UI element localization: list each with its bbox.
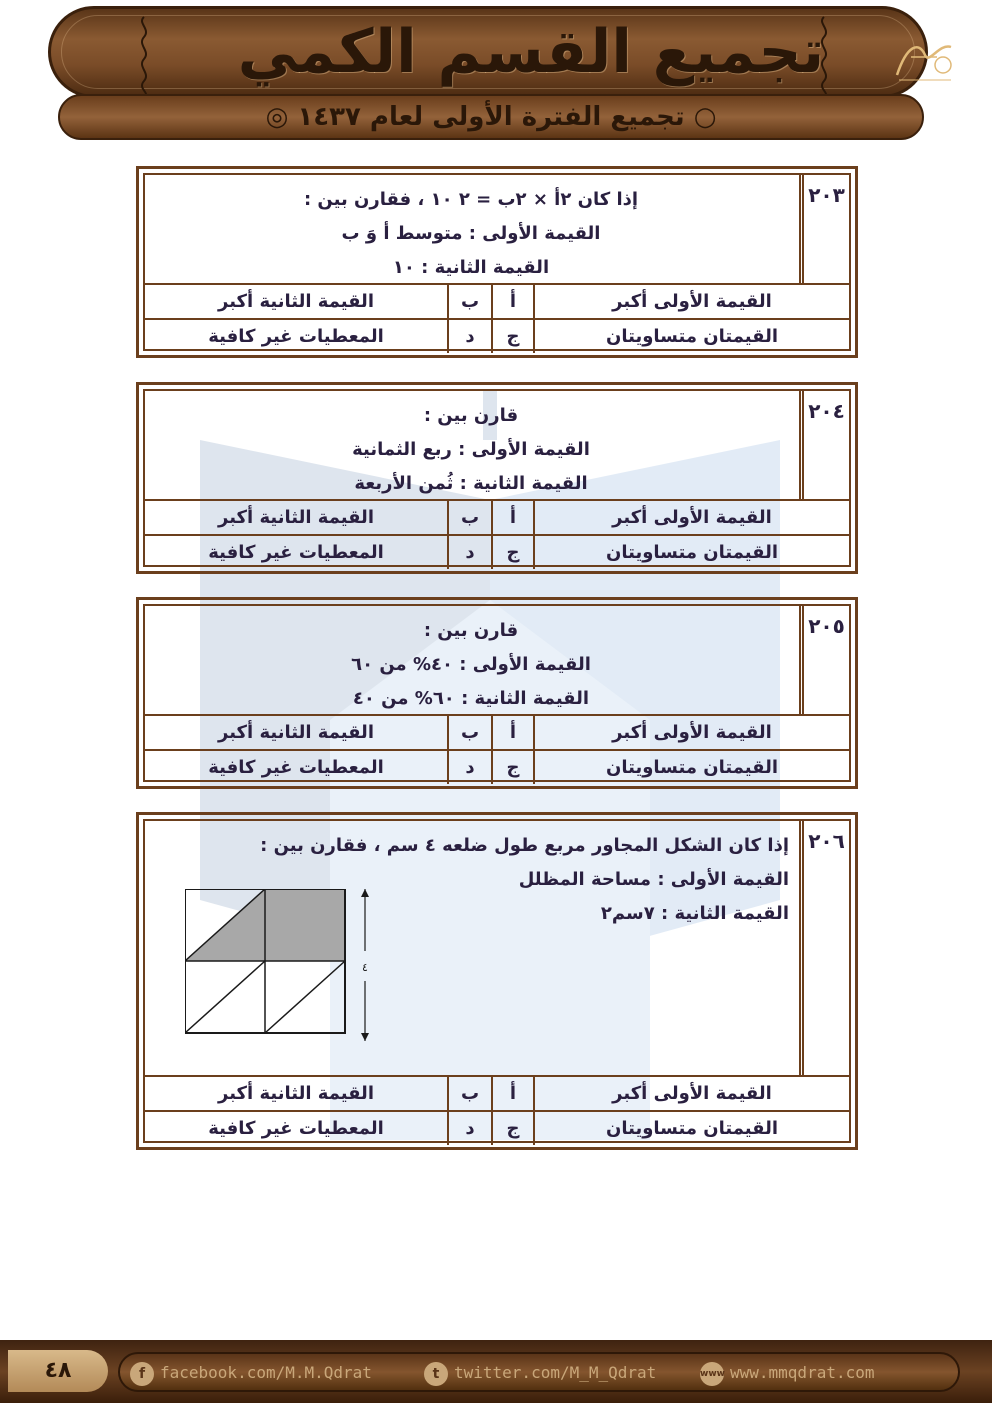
choice-a-letter[interactable]: أ bbox=[491, 716, 535, 749]
choice-b-text[interactable]: القيمة الثانية أكبر bbox=[218, 722, 374, 743]
question-text bbox=[145, 175, 797, 283]
answer-row bbox=[145, 714, 849, 749]
question-line: القيمة الأولى : ربع الثمانية bbox=[352, 439, 590, 460]
choice-b-letter[interactable]: ب bbox=[447, 501, 491, 534]
choice-b-text[interactable]: القيمة الثانية أكبر bbox=[218, 507, 374, 528]
header-subtitle-bar bbox=[58, 94, 924, 140]
question-card bbox=[136, 597, 858, 789]
page-number: ٤٨ bbox=[8, 1350, 108, 1392]
question-line: إذا كان ٢أ × ٢ب = ٢ ١٠ ، فقارن بين : bbox=[303, 189, 639, 210]
question-line: القيمة الثانية : ١٠ bbox=[392, 257, 550, 278]
choice-c-letter[interactable]: ج bbox=[491, 320, 535, 353]
brand-logo-icon bbox=[889, 35, 959, 85]
question-line: إذا كان الشكل المجاور مربع طول ضلعه ٤ سم ، فقارن بين : bbox=[260, 835, 789, 856]
question-frame bbox=[143, 819, 851, 1143]
twitter-icon: t bbox=[424, 1362, 448, 1386]
answer-row bbox=[145, 1110, 849, 1145]
question-number: ٢٠٤ bbox=[799, 391, 849, 499]
twitter-text: twitter.com/M_M_Qdrat bbox=[454, 1363, 657, 1382]
choice-d-letter[interactable]: د bbox=[447, 536, 491, 569]
scroll-ornament-icon bbox=[815, 13, 833, 99]
answer-row bbox=[145, 749, 849, 784]
page-title: تجميع القسم الكمي bbox=[237, 17, 825, 87]
choice-c-letter[interactable]: ج bbox=[491, 751, 535, 784]
facebook-link[interactable] bbox=[130, 1360, 372, 1386]
question-line: القيمة الأولى : متوسط أ وَ ب bbox=[341, 223, 601, 244]
answer-row bbox=[145, 534, 849, 569]
question-frame bbox=[143, 389, 851, 567]
dimension-label: ٤ bbox=[362, 961, 368, 974]
question-card bbox=[136, 166, 858, 358]
header-banner bbox=[48, 6, 928, 98]
question-line: القيمة الثانية : ثُمن الأربعة bbox=[354, 473, 588, 494]
choice-a-text[interactable]: القيمة الأولى أكبر bbox=[612, 507, 772, 528]
choice-b-letter[interactable]: ب bbox=[447, 1077, 491, 1110]
question-line: القيمة الأولى : مساحة المظلل bbox=[518, 869, 789, 890]
globe-icon: www bbox=[700, 1362, 724, 1386]
answer-row bbox=[145, 1075, 849, 1110]
answer-row bbox=[145, 283, 849, 318]
question-number: ٢٠٦ bbox=[799, 821, 849, 1075]
question-card bbox=[136, 812, 858, 1150]
choice-d-text[interactable]: المعطيات غير كافية bbox=[208, 1118, 384, 1139]
question-frame bbox=[143, 173, 851, 351]
choice-c-letter[interactable]: ج bbox=[491, 536, 535, 569]
question-line: قارن بين : bbox=[423, 620, 519, 641]
answer-row bbox=[145, 499, 849, 534]
social-links-bar bbox=[118, 1352, 960, 1392]
choice-b-letter[interactable]: ب bbox=[447, 716, 491, 749]
choice-c-text[interactable]: القيمتان متساويتان bbox=[605, 1118, 779, 1139]
choice-a-letter[interactable]: أ bbox=[491, 1077, 535, 1110]
footer-bar bbox=[0, 1340, 992, 1403]
page-subtitle: ○ تجميع الفترة الأولى لعام ١٤٣٧ ◎ bbox=[265, 102, 717, 132]
choice-b-text[interactable]: القيمة الثانية أكبر bbox=[218, 1083, 374, 1104]
choice-d-text[interactable]: المعطيات غير كافية bbox=[208, 542, 384, 563]
question-frame bbox=[143, 604, 851, 782]
choice-d-letter[interactable]: د bbox=[447, 320, 491, 353]
question-number: ٢٠٣ bbox=[799, 175, 849, 283]
choice-d-letter[interactable]: د bbox=[447, 751, 491, 784]
question-line: القيمة الأولى : ٤٠% من ٦٠ bbox=[351, 654, 591, 675]
choice-c-text[interactable]: القيمتان متساويتان bbox=[605, 326, 779, 347]
choice-b-letter[interactable]: ب bbox=[447, 285, 491, 318]
answer-row bbox=[145, 318, 849, 353]
choice-a-text[interactable]: القيمة الأولى أكبر bbox=[612, 722, 772, 743]
question-line: القيمة الثانية : ٦٠% من ٤٠ bbox=[352, 688, 590, 709]
question-number: ٢٠٥ bbox=[799, 606, 849, 714]
question-line: القيمة الثانية : ٧سم٢ bbox=[600, 903, 789, 924]
choice-a-letter[interactable]: أ bbox=[491, 501, 535, 534]
twitter-link[interactable] bbox=[424, 1360, 656, 1386]
question-text bbox=[145, 606, 797, 714]
question-text bbox=[145, 391, 797, 499]
choice-d-text[interactable]: المعطيات غير كافية bbox=[208, 326, 384, 347]
question-line: قارن بين : bbox=[423, 405, 519, 426]
choice-a-letter[interactable]: أ bbox=[491, 285, 535, 318]
choice-d-text[interactable]: المعطيات غير كافية bbox=[208, 757, 384, 778]
scroll-ornament-icon bbox=[135, 13, 153, 99]
choice-b-text[interactable]: القيمة الثانية أكبر bbox=[218, 291, 374, 312]
choice-a-text[interactable]: القيمة الأولى أكبر bbox=[612, 291, 772, 312]
question-card bbox=[136, 382, 858, 574]
choice-c-letter[interactable]: ج bbox=[491, 1112, 535, 1145]
website-text: www.mmqdrat.com bbox=[730, 1363, 875, 1382]
facebook-icon: f bbox=[130, 1362, 154, 1386]
choice-c-text[interactable]: القيمتان متساويتان bbox=[605, 542, 779, 563]
choice-d-letter[interactable]: د bbox=[447, 1112, 491, 1145]
choice-c-text[interactable]: القيمتان متساويتان bbox=[605, 757, 779, 778]
choice-a-text[interactable]: القيمة الأولى أكبر bbox=[612, 1083, 772, 1104]
facebook-text: facebook.com/M.M.Qdrat bbox=[160, 1363, 372, 1382]
website-link[interactable] bbox=[700, 1360, 875, 1386]
square-figure bbox=[185, 889, 385, 1049]
